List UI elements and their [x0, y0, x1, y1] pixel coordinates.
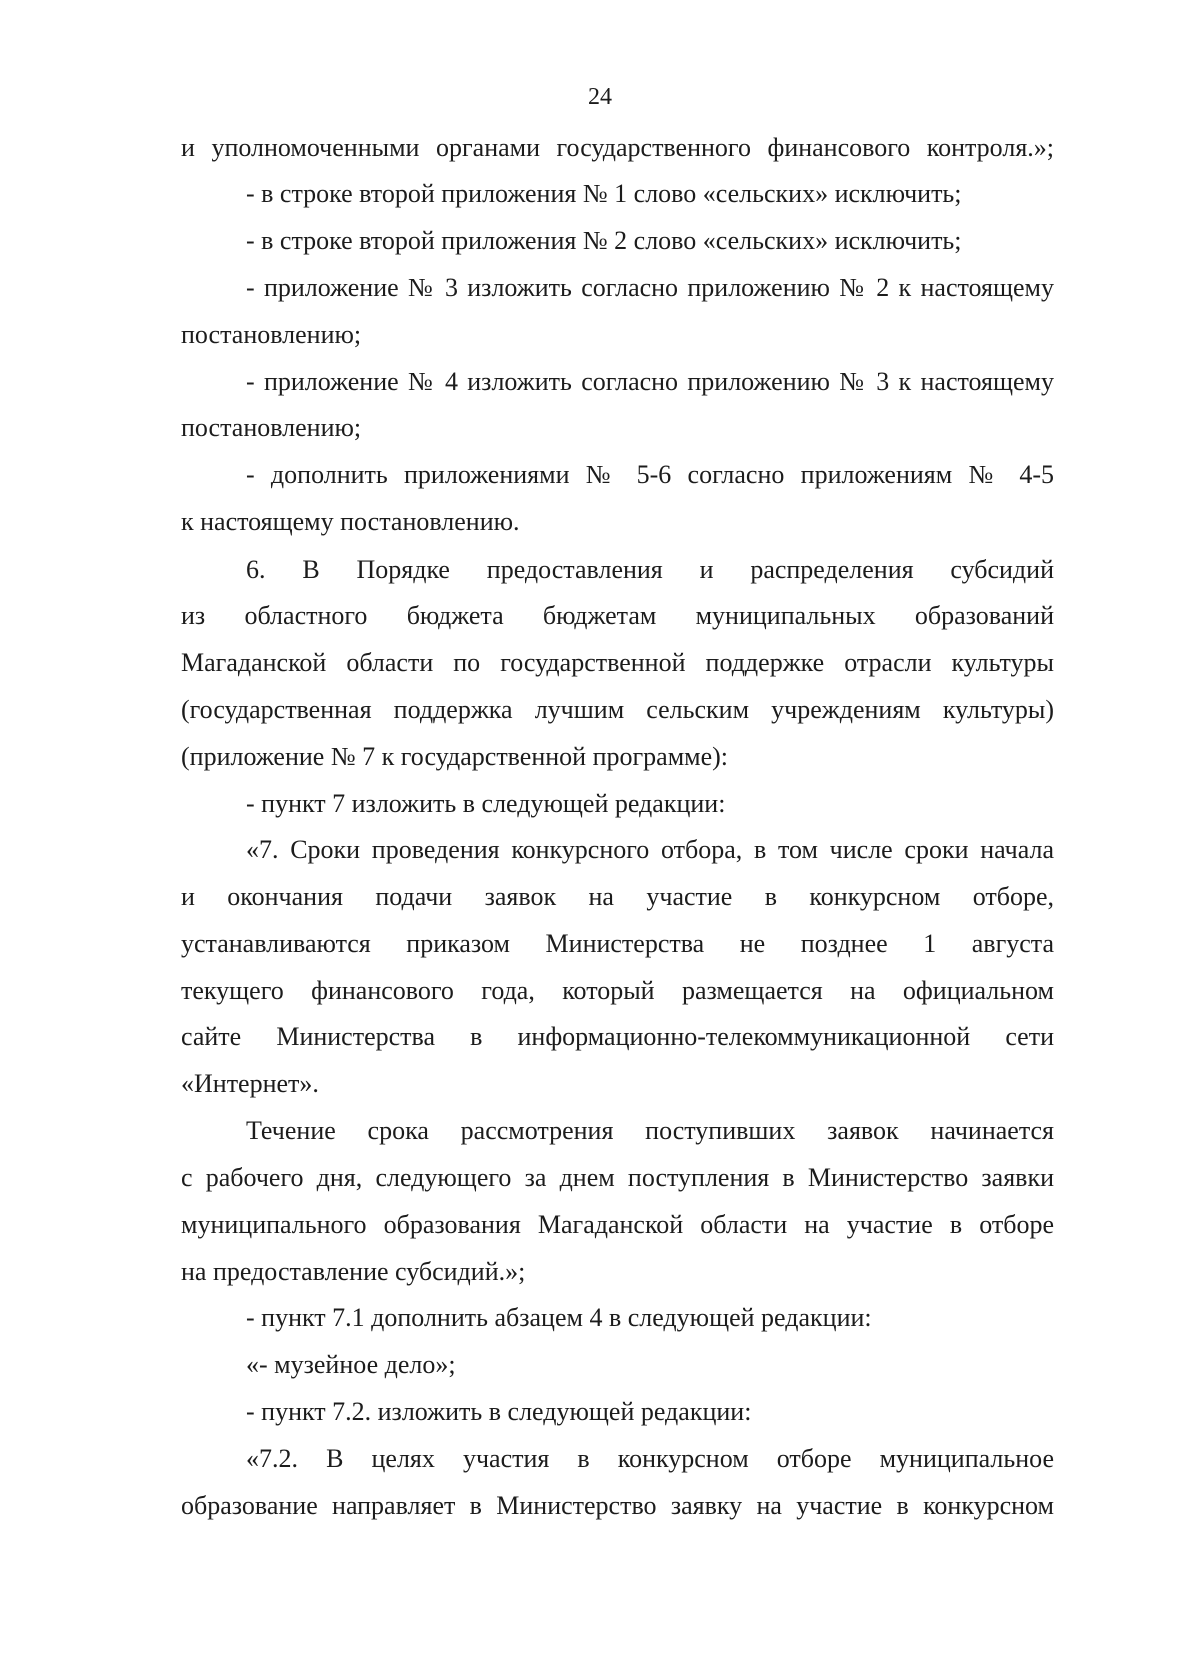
- text-line: (государственная поддержка лучшим сельским учреждениям культуры): [181, 695, 1054, 724]
- text-line: - пункт 7.1 дополнить абзацем 4 в следующей редакции:: [246, 1303, 872, 1332]
- text-line: - в строке второй приложения № 2 слово «сельских» исключить;: [246, 226, 962, 255]
- text-line: Магаданской области по государственной поддержке отрасли культуры: [181, 648, 1054, 677]
- text-line: - приложение № 3 изложить согласно приложению № 2 к настоящему: [246, 273, 1054, 302]
- text-line: из областного бюджета бюджетам муниципальных образований: [181, 601, 1054, 630]
- text-line: и уполномоченными органами государственного финансового контроля.»;: [181, 133, 1054, 162]
- text-line: «- музейное дело»;: [246, 1350, 456, 1379]
- text-line: (приложение № 7 к государственной программе):: [181, 742, 729, 771]
- text-line: образование направляет в Министерство заявку на участие в конкурсном: [181, 1491, 1054, 1520]
- text-line: муниципального образования Магаданской области на участие в отборе: [181, 1210, 1054, 1239]
- text-line: устанавливаются приказом Министерства не позднее 1 августа: [181, 929, 1054, 958]
- text-line: с рабочего дня, следующего за днем поступления в Министерство заявки: [181, 1163, 1054, 1192]
- text-line: - дополнить приложениями № 5-6 согласно приложениям № 4-5: [246, 460, 1054, 489]
- text-line: постановлению;: [181, 413, 362, 442]
- text-line: - пункт 7.2. изложить в следующей редакции:: [246, 1397, 752, 1426]
- text-line: - в строке второй приложения № 1 слово «сельских» исключить;: [246, 179, 962, 208]
- text-line: постановлению;: [181, 320, 362, 349]
- text-line: и окончания подачи заявок на участие в конкурсном отборе,: [181, 882, 1054, 911]
- text-line: Течение срока рассмотрения поступивших заявок начинается: [246, 1116, 1054, 1145]
- text-line: «7.2. В целях участия в конкурсном отборе муниципальное: [246, 1444, 1054, 1473]
- text-line: - пункт 7 изложить в следующей редакции:: [246, 789, 726, 818]
- text-line: - приложение № 4 изложить согласно приложению № 3 к настоящему: [246, 367, 1054, 396]
- text-line: «7. Сроки проведения конкурсного отбора, в том числе сроки начала: [246, 835, 1054, 864]
- text-line: сайте Министерства в информационно-телекоммуникационной сети: [181, 1022, 1054, 1051]
- text-line: 6. В Порядке предоставления и распределения субсидий: [246, 555, 1054, 584]
- text-line: текущего финансового года, который размещается на официальном: [181, 976, 1054, 1005]
- page-number: 24: [588, 84, 612, 110]
- text-line: к настоящему постановлению.: [181, 507, 520, 536]
- text-line: на предоставление субсидий.»;: [181, 1257, 526, 1286]
- text-line: «Интернет».: [181, 1069, 319, 1098]
